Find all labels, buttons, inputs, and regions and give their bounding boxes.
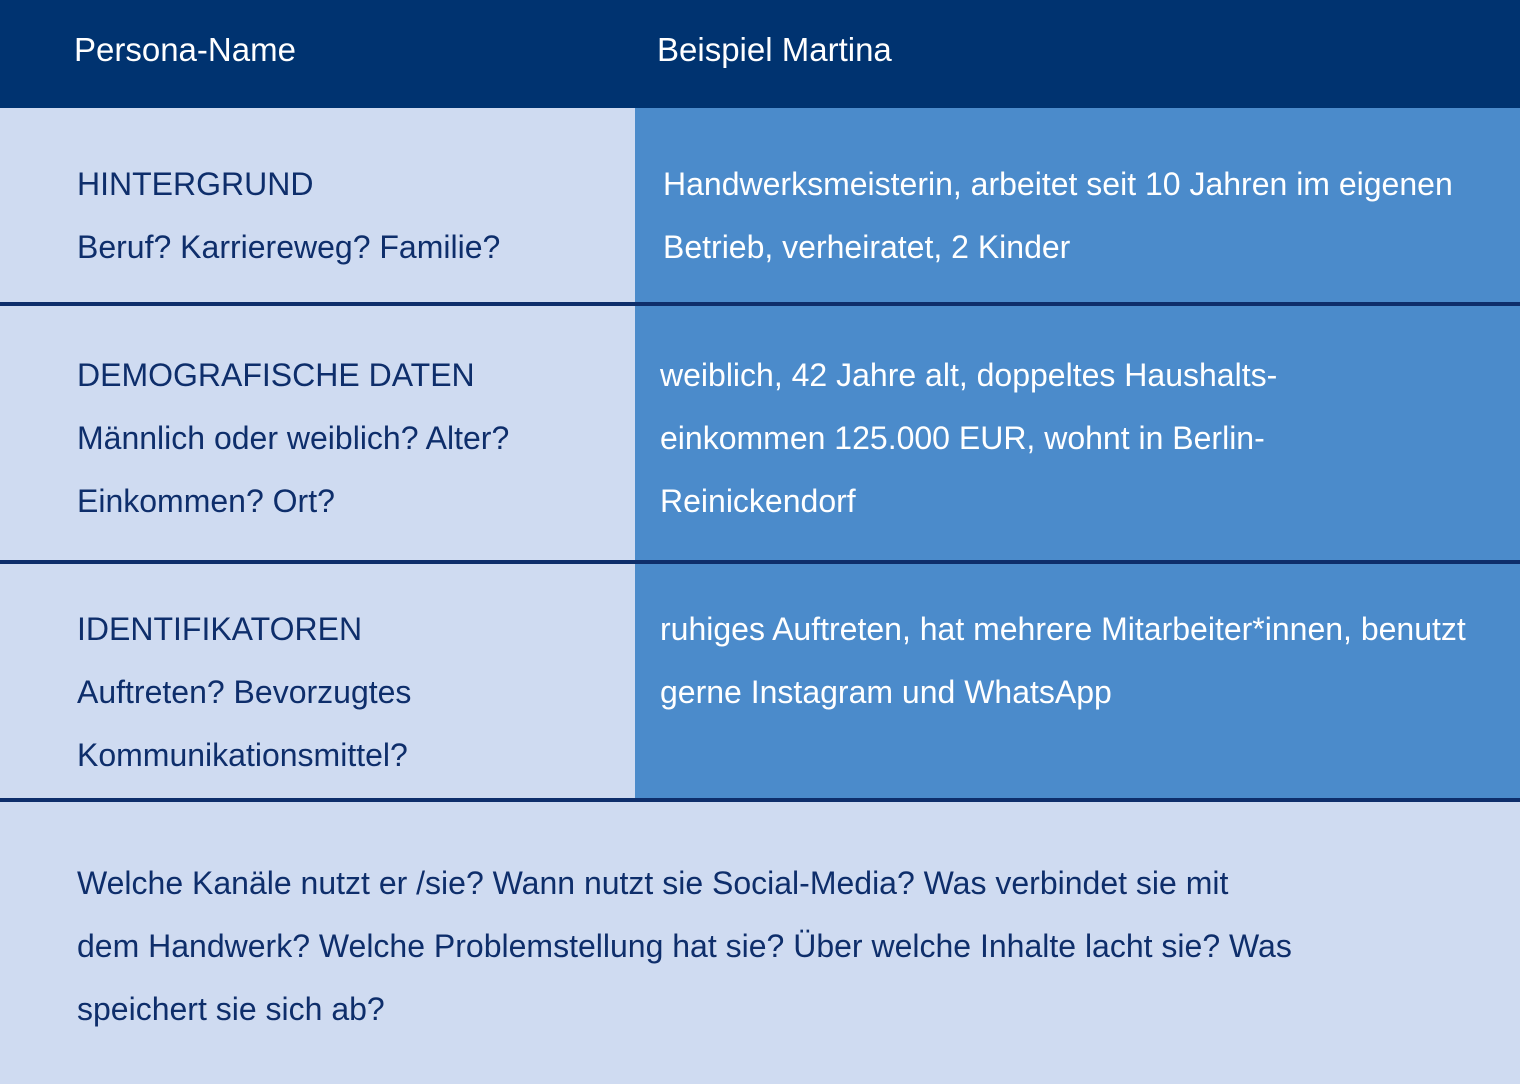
- row-title: HINTERGRUND: [77, 166, 314, 202]
- row-value: ruhiges Auftreten, hat mehrere Mitarbeiter*innen, benutzt gerne Instagram und WhatsApp: [660, 611, 1466, 710]
- row-title: DEMOGRAFISCHE DATEN: [77, 357, 475, 393]
- row-background: [0, 108, 1520, 302]
- row-demographics: [0, 306, 1520, 560]
- row-questions: Männlich oder weiblich? Alter? Einkommen? Ort?: [77, 420, 510, 519]
- row-value-cell: [635, 306, 1520, 560]
- footer-questions: Welche Kanäle nutzt er /sie? Wann nutzt sie Social-Media? Was verbindet sie mit dem Handwerk? Welche Problemstellung hat sie? Über welche Inhalte lacht sie? Was speichert sie sich ab?: [77, 865, 1292, 1027]
- row-questions: Auftreten? Bevorzugtes Kommunikationsmittel?: [77, 674, 412, 773]
- row-label-cell: [0, 564, 635, 798]
- header-example-name: Beispiel Martina: [657, 31, 892, 68]
- header-persona-name: Persona-Name: [74, 31, 296, 68]
- footer-section: [0, 802, 1520, 1084]
- row-value-cell: [635, 108, 1520, 302]
- row-questions: Beruf? Karriereweg? Familie?: [77, 229, 501, 265]
- row-label-cell: [0, 108, 635, 302]
- row-title: IDENTIFIKATOREN: [77, 611, 363, 647]
- row-identifiers: [0, 564, 1520, 798]
- row-value-cell: [635, 564, 1520, 798]
- table-header: [0, 0, 1520, 108]
- row-value: weiblich, 42 Jahre alt, doppeltes Haushalts-einkommen 125.000 EUR, wohnt in Berlin-Reinickendorf: [660, 357, 1278, 519]
- row-value: Handwerksmeisterin, arbeitet seit 10 Jahren im eigenen Betrieb, verheiratet, 2 Kinder: [663, 166, 1453, 265]
- row-label-cell: [0, 306, 635, 560]
